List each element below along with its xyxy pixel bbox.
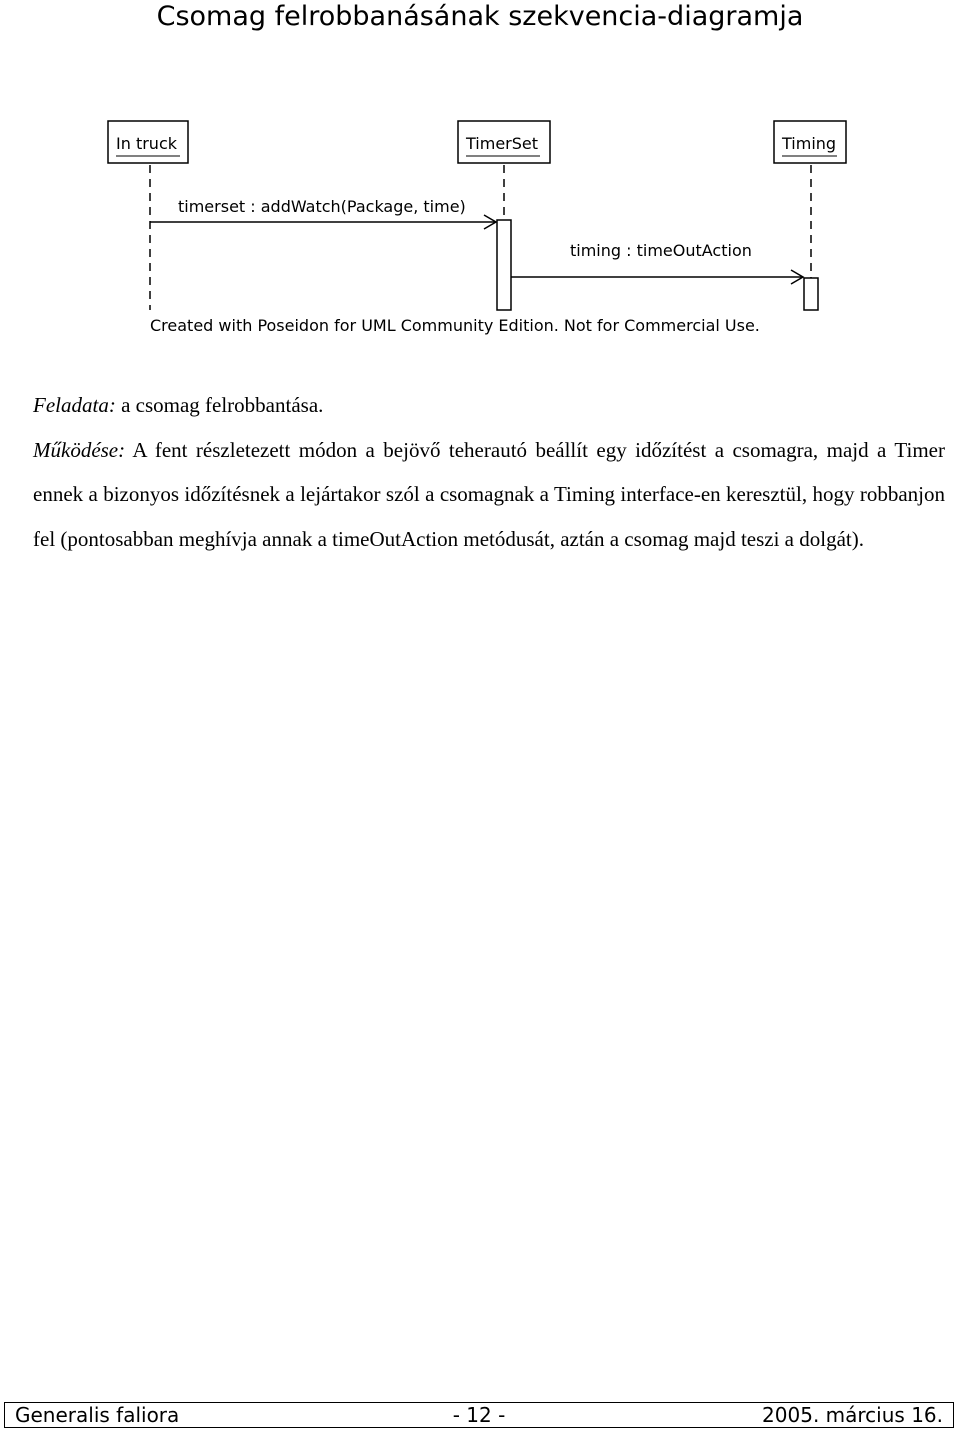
footer-date: 2005. március 16. (762, 1403, 943, 1427)
message-label-addwatch: timerset : addWatch(Package, time) (178, 197, 466, 216)
operation-paragraph (15, 428, 945, 562)
message-timeoutaction (511, 241, 803, 284)
body-text (15, 383, 945, 561)
lifeline-in-truck (108, 121, 188, 310)
task-label: Feladata: (33, 393, 116, 417)
sequence-diagram (0, 95, 960, 345)
lifeline-label-timing: Timing (782, 134, 837, 153)
operation-text: A fent részletezett módon a bejövő teherautó beállít egy időzítést a csomagra, majd a Timer ennek a bizonyos időzítésnek a lejártakor szól a csomagnak a Timing interface-en keresztül, hogy robbanjon fel (pontosabban meghívja annak a timeOutAction metódusát, aztán a csomag majd teszi a dolgát). (33, 437, 945, 551)
lifeline-timerset (458, 121, 550, 310)
activation-bar-timerset (497, 220, 511, 310)
operation-label: Működése: (33, 437, 126, 462)
activation-bar-timing (804, 278, 818, 310)
lifeline-label-in-truck: In truck (116, 134, 177, 153)
page-title: Csomag felrobbanásának szekvencia-diagramja (156, 1, 804, 32)
task-text: a csomag felrobbantása. (115, 393, 324, 417)
message-addwatch (150, 197, 496, 229)
page-number: - 12 - (452, 1403, 506, 1427)
lifeline-label-timerset: TimerSet (466, 134, 539, 153)
message-label-timeoutaction: timing : timeOutAction (570, 241, 752, 260)
page-footer (4, 1402, 954, 1428)
lifeline-timing (774, 121, 846, 310)
footer-left-text: Generalis faliora (15, 1403, 180, 1427)
task-paragraph (15, 383, 945, 428)
poseidon-watermark: Created with Poseidon for UML Community Edition. Not for Commercial Use. (150, 316, 760, 335)
